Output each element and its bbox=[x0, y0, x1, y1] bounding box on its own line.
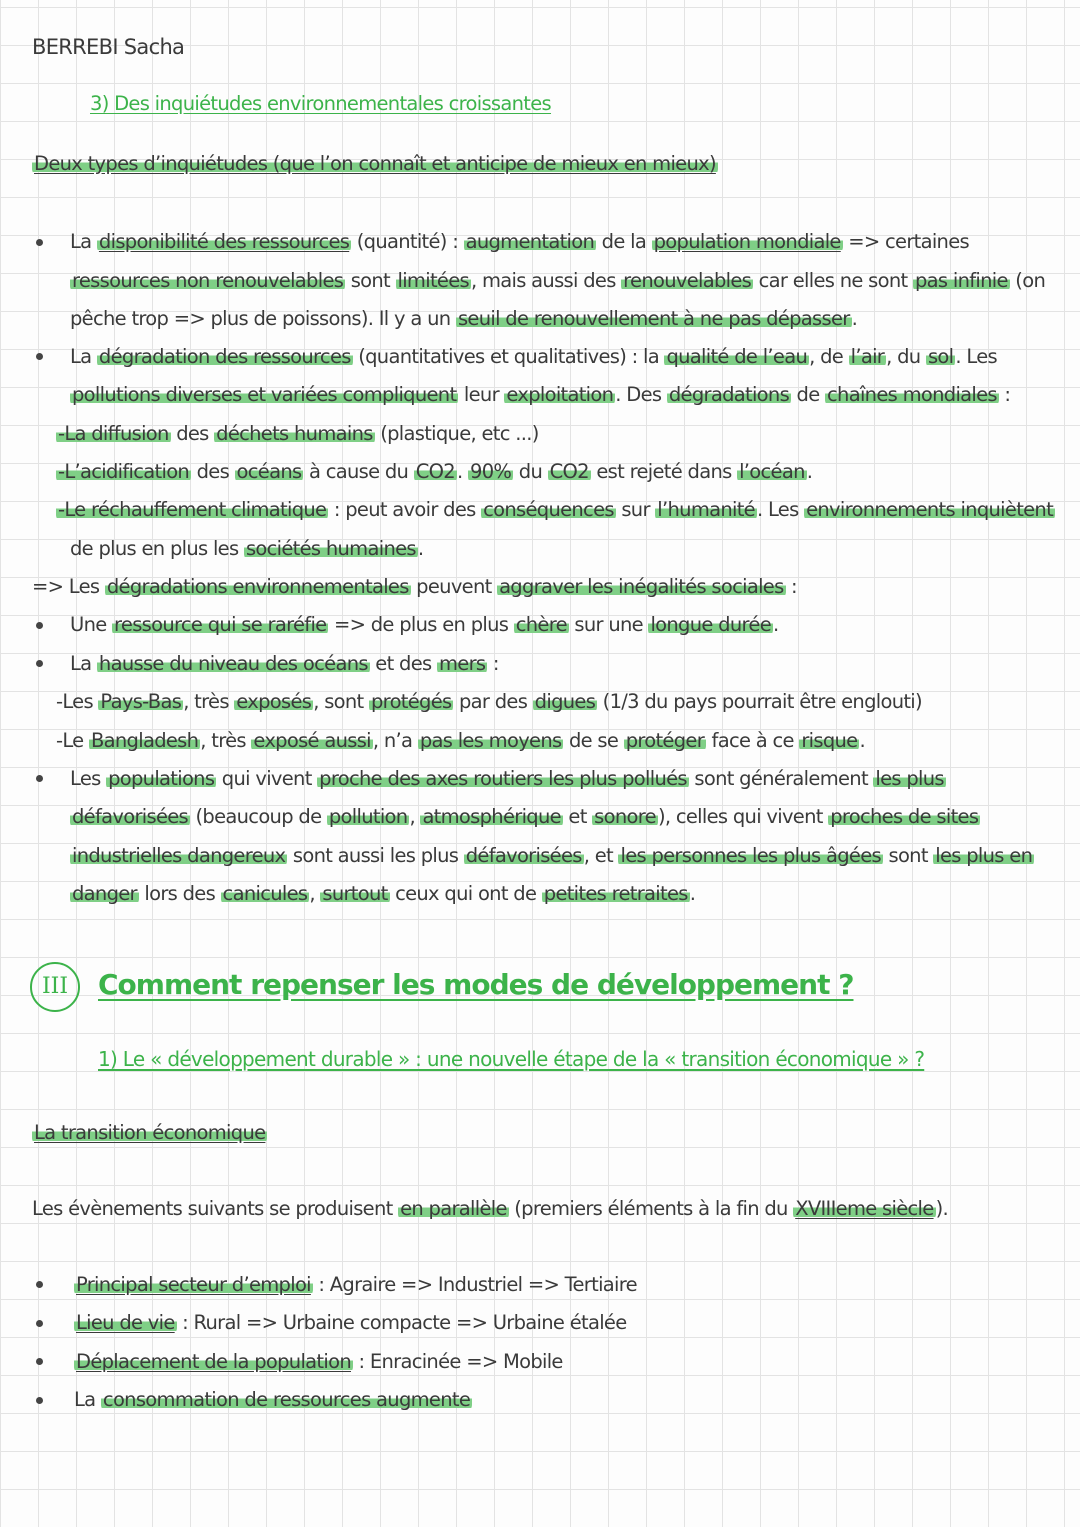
bullet-dot bbox=[36, 622, 43, 629]
bullet-dot bbox=[36, 1358, 43, 1365]
p2-sub-1: -La diffusion des déchets humains (plastique, etc ...) bbox=[58, 422, 539, 445]
list-item-consommation: La consommation de ressources augmente bbox=[74, 1388, 471, 1411]
p1-line-1: La disponibilité des ressources (quantité) : augmentation de la population mondiale => certaines bbox=[70, 230, 969, 253]
events-line: Les évènements suivants se produisent en parallèle (premiers éléments à la fin du XVIIIeme siècle ). bbox=[32, 1197, 948, 1220]
bullet-dot bbox=[36, 239, 43, 246]
p2-sub-3-cont: de plus en plus les sociétés humaines . bbox=[70, 537, 424, 560]
p1-line-3: pêche trop => plus de poissons). Il y a un seuil de renouvellement à ne pas dépasser . bbox=[70, 307, 858, 330]
transition-heading: La transition économique bbox=[34, 1121, 266, 1144]
list-item-lieu: Lieu de vie : Rural => Urbaine compacte => Urbaine étalée bbox=[76, 1311, 627, 1334]
bullet-ressource: Une ressource qui se raréfie => de plus en plus chère sur une longue durée . bbox=[70, 613, 779, 636]
list-item-deplacement: Déplacement de la population : Enracinée => Mobile bbox=[76, 1350, 563, 1373]
p2-line-1: La dégradation des ressources (quantitatives et qualitatives) : la qualité de l’eau , de l’air , du sol . Les bbox=[70, 345, 997, 368]
bullet-dot bbox=[36, 660, 43, 667]
bullet-dot bbox=[36, 775, 43, 782]
bullet-dot bbox=[36, 1397, 43, 1404]
subsection-1-title: 1) Le « développement durable » : une nouvelle étape de la « transition économique » ? bbox=[98, 1047, 925, 1071]
bullet-dot bbox=[36, 353, 43, 360]
p1-line-2: ressources non renouvelables sont limitées , mais aussi des renouvelables car elles ne sont pas infinie (on bbox=[72, 269, 1046, 292]
part-number-badge: III bbox=[30, 962, 80, 1012]
p2-sub-3: -Le réchauffement climatique : peut avoir des conséquences sur l’humanité . Les environnements inquiètent bbox=[58, 498, 1054, 521]
section-3-title: 3) Des inquiétudes environnementales croissantes bbox=[90, 92, 552, 115]
p2-line-2: pollutions diverses et variées compliquent leur exploitation . Des dégradations de chaînes mondiales : bbox=[72, 383, 1011, 406]
intro-line: Deux types d’inquiétudes (que l’on connaît et anticipe de mieux en mieux) bbox=[34, 152, 716, 175]
author-name: BERREBI Sacha bbox=[32, 35, 185, 59]
b3-line-1: Les populations qui vivent proche des axes routiers les plus pollués sont généralement les plus bbox=[70, 767, 944, 790]
b3-line-3: industrielles dangereux sont aussi les plus défavorisées , et les personnes les plus âgées sont les plus en bbox=[72, 844, 1033, 867]
b3-line-2: défavorisées (beaucoup de pollution , atmosphérique et sonore ), celles qui vivent proches de sites bbox=[72, 805, 979, 828]
bullet-pays-bas: -Les Pays-Bas , très exposés , sont protégés par des digues (1/3 du pays pourrait être englouti) bbox=[56, 690, 922, 713]
bullet-oceans: La hausse du niveau des océans et des mers : bbox=[70, 652, 499, 675]
p2-sub-2: -L’acidification des océans à cause du CO2 . 90% du CO2 est rejeté dans l’océan . bbox=[58, 460, 813, 483]
conclusion-line: => Les dégradations environnementales peuvent aggraver les inégalités sociales : bbox=[32, 575, 797, 598]
bullet-dot bbox=[36, 1281, 43, 1288]
part-3-title: Comment repenser les modes de développement ? bbox=[98, 968, 854, 1001]
bullet-bangladesh: -Le Bangladesh , très exposé aussi , n’a pas les moyens de se protéger face à ce risque . bbox=[56, 729, 865, 752]
bullet-dot bbox=[36, 1320, 43, 1327]
list-item-emploi: Principal secteur d’emploi : Agraire => Industriel => Tertiaire bbox=[76, 1273, 637, 1296]
b3-line-4: danger lors des canicules , surtout ceux qui ont de petites retraites . bbox=[72, 882, 696, 905]
